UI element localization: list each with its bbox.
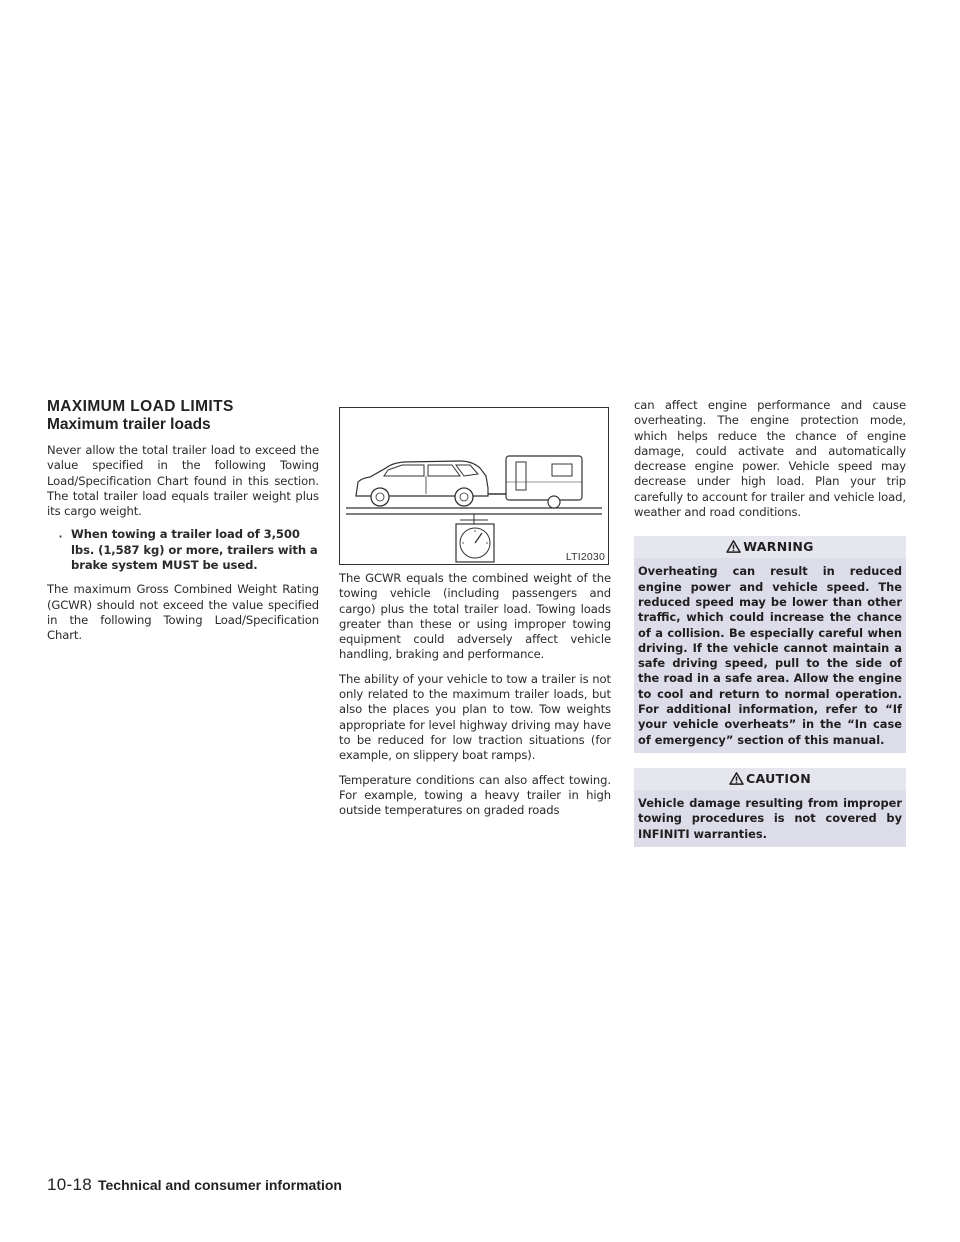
column-3 [634, 398, 906, 847]
warning-header [634, 536, 906, 558]
paragraph-gcwr-definition: The GCWR equals the combined weight of the towing vehicle (including passengers and cargo) plus the total trailer load. Towing loads greater than these or using improper towing equipment could adversely affect vehicle handling, braking and performance. [339, 571, 611, 662]
paragraph-temperature: Temperature conditions can also affect towing. For example, towing a heavy trailer in high outside temperatures on graded roads [339, 772, 611, 818]
bullet-marker: · [58, 527, 64, 547]
warning-text: Overheating can result in reduced engine power and vehicle speed. The reduced speed may be lower than other traffic, which could increase the chance of a collision. Be especially careful when driving. If the vehicle cannot maintain a safe driving speed, pull to the side of the road in a safe area. Allow the engine to cool and return to normal operation. For additional information, refer to “If your vehicle overheats” in the “In case of emergency” section of this manual. [634, 558, 906, 753]
paragraph-tow-ability: The ability of your vehicle to tow a trailer is not only related to the maximum trailer loads, but also the places you plan to tow. Tow weights appropriate for level highway driving may have to be reduced for low traction situations (for example, on slippery boat ramps). [339, 671, 611, 763]
column-1 [47, 398, 319, 644]
warning-triangle-icon [726, 540, 741, 553]
subsection-title: Maximum trailer loads [47, 416, 211, 433]
warning-title: WARNING [743, 539, 814, 555]
figure-label: LTI2030 [565, 551, 605, 563]
caution-header [634, 768, 906, 790]
paragraph-overheating: can affect engine performance and cause overheating. The engine protection mode, which helps reduce the chance of engine damage, could activate and automatically decrease engine power. Vehicle speed may decrease under high load. Plan your trip carefully to account for trailer and vehicle load, weather and road conditions. [634, 398, 906, 520]
warning-box [634, 536, 906, 753]
paragraph-gcwr-limit: The maximum Gross Combined Weight Rating (GCWR) should not exceed the value specified in the following Towing Load/Specification Chart. [47, 582, 319, 643]
caution-text: Vehicle damage resulting from improper towing procedures is not covered by INFINITI warranties. [634, 790, 906, 847]
caution-box [634, 768, 906, 847]
page-number: 10-18 [47, 1175, 92, 1194]
vehicle-towing-trailer-on-scale-illustration [340, 408, 608, 564]
bullet-brake-requirement [47, 527, 319, 573]
section-title: MAXIMUM LOAD LIMITS [47, 398, 234, 415]
page-footer [47, 1175, 342, 1195]
caution-title: CAUTION [746, 770, 811, 786]
paragraph-trailer-load: Never allow the total trailer load to exceed the value specified in the following Towing Load/Specification Chart found in this section. The total trailer load equals trailer weight plus its cargo weight. [47, 443, 319, 519]
warning-triangle-icon [729, 772, 744, 785]
bullet-text: When towing a trailer load of 3,500 lbs. (1,587 kg) or more, trailers with a brake system MUST be used. [71, 527, 318, 573]
towing-illustration [339, 407, 609, 565]
footer-section-name: Technical and consumer information [97, 1177, 342, 1193]
column-2 [339, 398, 611, 818]
